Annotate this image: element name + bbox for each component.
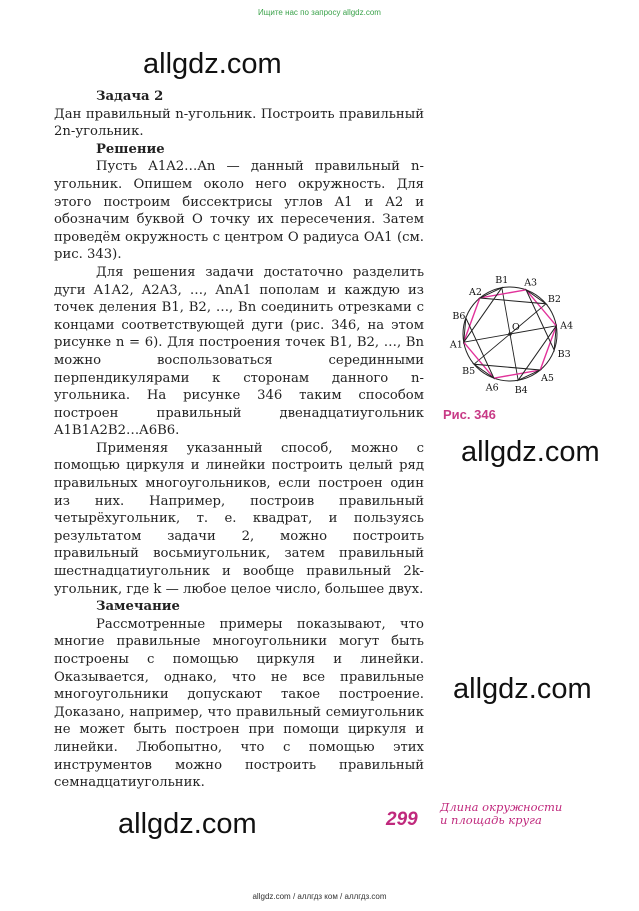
vertex-label-a: A4: [560, 320, 574, 332]
method-paragraph: Применяя указанный способ, можно с помощью циркуля и линейки построить целый ряд правильных многоугольников, если построен один из них. Например, построив правильный четырёхугольник, т. е. квадрат, и пользуясь результатом задачи 2, можно построить правильный восьмиугольник, затем правильный шестнадцатиугольник и вообще правильный 2k-угольник, где k — любое целое число, большее двух.: [54, 440, 424, 597]
remark-paragraph: Рассмотренные примеры показывают, что многие правильные многоугольники могут быть построены с помощью циркуля и линейки. Оказывается, однако, что не все правильные многоугольники допускают такое построение. Доказано, например, что правильный семиугольник не может быть построен при помощи циркуля и линейки. Любопытно, что с помощью этих инструментов можно построить правильный семнадцатиугольник.: [54, 616, 424, 791]
chapter-title: [440, 801, 562, 827]
watermark: allgdz.com: [453, 673, 592, 705]
radius-line: [502, 288, 510, 334]
center-label: O: [512, 322, 520, 333]
radius-line: [474, 334, 510, 364]
vertex-label-b: B2: [547, 294, 561, 305]
vertex-label-b: B1: [495, 274, 509, 286]
chapter-title-line: и площадь круга: [440, 813, 542, 827]
vertex-label-a: A3: [524, 277, 538, 289]
task-statement: Дан правильный n-угольник. Построить правильный 2n-угольник.: [54, 106, 424, 140]
task-heading: Задача 2: [96, 89, 164, 104]
vertex-label-b: B5: [462, 366, 476, 377]
remark-heading: Замечание: [96, 599, 180, 615]
watermark: allgdz.com: [118, 808, 257, 840]
watermark: allgdz.com: [461, 436, 600, 468]
radius-line: [464, 334, 510, 342]
chapter-title-line: Длина окружности: [440, 800, 563, 814]
figure-caption: Рис. 346: [443, 407, 496, 422]
vertex-label-a: A2: [469, 287, 482, 299]
solution-paragraph: Пусть A1A2…An — данный правильный n-угольник. Опишем около него окружность. Для этого построим биссектрисы углов A1 и A2 и обозначим буквой O точку их пересечения. Затем проведём окружность с центром O радиуса OA1 (см. рис. 343).: [54, 159, 424, 263]
watermark: allgdz.com: [143, 48, 282, 80]
vertex-label-a: A5: [541, 372, 554, 384]
solution-paragraph: Для решения задачи достаточно разделить дуги A1A2, A2A3, …, AnA1 пополам и каждую из точек деления B1, B2, …, Bn соединить отрезками с концами соответствующей дуги (рис. 346, на этом рисунке n = 6). Для построения точек B1, B2, …, Bn можно воспользоваться серединными перпендикулярами к сторонам данного n-угольника. На рисунке 346 таким способом построен правильный двенадцатиугольник A1B1A2B2…A6B6.: [54, 264, 424, 439]
solution-heading: Решение: [96, 141, 165, 157]
radius-line: [510, 334, 518, 380]
page-number: 299: [386, 809, 418, 830]
top-search-note: Ищите нас по запросу allgdz.com: [258, 8, 381, 17]
main-text: [54, 88, 424, 792]
vertex-label-b: B6: [452, 310, 466, 322]
vertex-label-a: A1: [449, 339, 463, 351]
vertex-label-b: B4: [514, 385, 528, 397]
footer-links: allgdz.com / аллгдз ком / аллгдз.com: [252, 892, 387, 901]
figure-346: [438, 262, 588, 402]
vertex-label-a: A6: [485, 382, 499, 394]
vertex-label-b: B3: [557, 349, 571, 361]
